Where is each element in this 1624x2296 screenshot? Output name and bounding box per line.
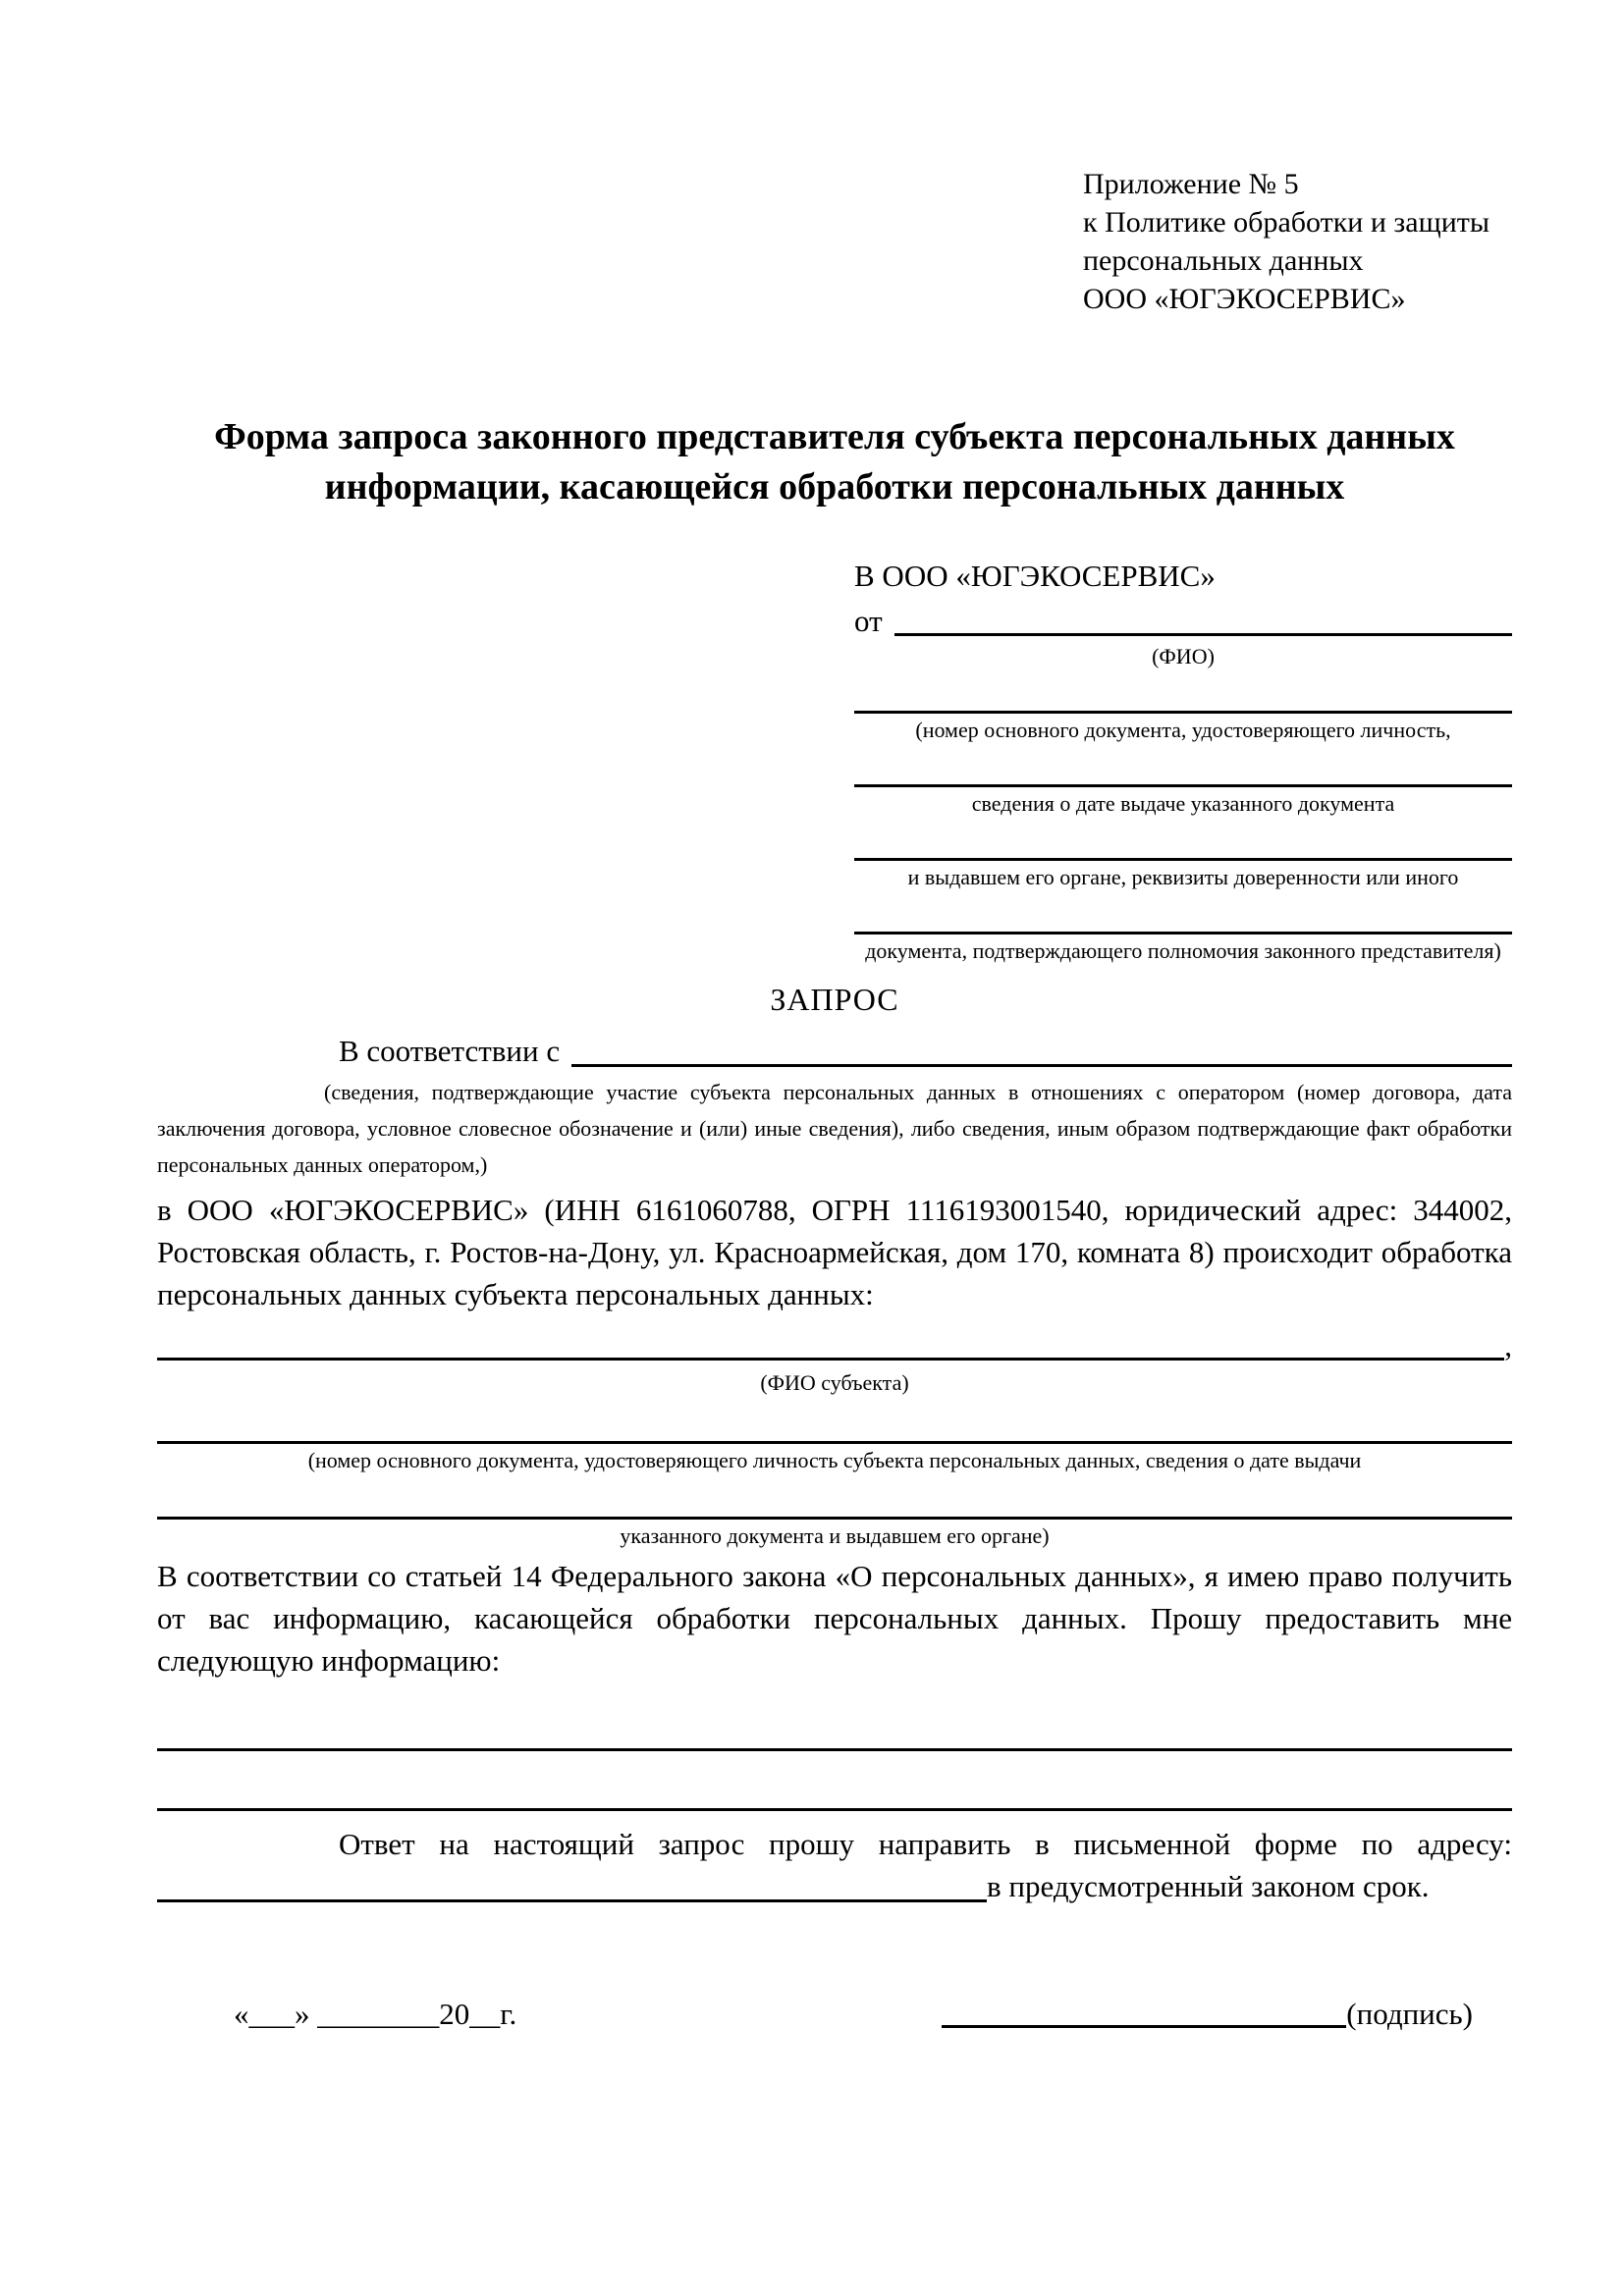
subject-doc-blank-line-1 xyxy=(157,1396,1512,1444)
reply-address-blank-line xyxy=(157,1865,987,1902)
representative-doc-field-3 xyxy=(854,817,1512,890)
fio-caption: (ФИО) xyxy=(1152,644,1215,668)
basis-row xyxy=(157,1031,1512,1072)
representative-doc-blank-line-4 xyxy=(854,890,1512,934)
reply-paragraph: Ответ на настоящий запрос прошу направить в письменной форме по адресу: xyxy=(339,1827,1512,1861)
representative-doc-caption-2: сведения о дате выдаче указанного документа xyxy=(971,791,1395,816)
representative-doc-blank-line-2 xyxy=(854,743,1512,787)
law-paragraph: В соответствии со статьей 14 Федерального закона «О персональных данных», я имею право получить от вас информацию, касающейся обработки персональных данных. Прошу предоставить мне следующую информацию: xyxy=(157,1559,1512,1678)
subject-fio-row xyxy=(157,1325,1512,1366)
basis-prefix: В соответствии с xyxy=(339,1034,561,1068)
subject-doc-blank-line-2 xyxy=(157,1473,1512,1520)
fio-blank-line xyxy=(894,603,1512,636)
form-title-line-2: информации, касающейся обработки персональных данных xyxy=(324,466,1345,507)
form-title xyxy=(157,412,1512,512)
signature-group xyxy=(942,1995,1473,2034)
subject-fio-comma: , xyxy=(1504,1328,1512,1362)
representative-doc-field-2 xyxy=(854,743,1512,817)
basis-note: (сведения, подтверждающие участие субъекта персональных данных в отношениях с оператором (номер договора, дата заключения договора, условное словесное обозначение и (или) иные сведения), либо сведения, иным образом подтверждающие факт обработки персональных данных оператором,) xyxy=(157,1080,1512,1177)
representative-doc-field-1 xyxy=(854,669,1512,743)
appendix-header-line-4: ООО «ЮГЭКОСЕРВИС» xyxy=(1083,283,1406,315)
appendix-header-line-3: персональных данных xyxy=(1083,244,1364,277)
date-line: «___» ________20__г. xyxy=(234,1997,517,2031)
representative-doc-field-4 xyxy=(854,890,1512,964)
representative-doc-caption-1: (номер основного документа, удостоверяющего личность, xyxy=(915,718,1451,742)
from-row xyxy=(854,603,1512,640)
representative-doc-blank-line-3 xyxy=(854,817,1512,861)
appendix-header-line-1: Приложение № 5 xyxy=(1083,168,1299,200)
appendix-header-line-2: к Политике обработки и защиты xyxy=(1083,206,1490,239)
operator-paragraph: в ООО «ЮГЭКОСЕРВИС» (ИНН 6161060788, ОГРН 1116193001540, юридический адрес: 344002, Ростовская область, г. Ростов-на-Дону, ул. Красноармейская, дом 170, комната 8) происходит обработка персональных данных субъекта персональных данных: xyxy=(157,1193,1512,1311)
form-title-line-1: Форма запроса законного представителя субъекта персональных данных xyxy=(214,416,1455,457)
signature-blank-line xyxy=(942,2025,1346,2028)
requested-info-blank-line-1 xyxy=(157,1682,1512,1751)
request-heading: ЗАПРОС xyxy=(770,982,899,1017)
representative-doc-blank-line-1 xyxy=(854,669,1512,714)
subject-fio-blank-line xyxy=(157,1325,1504,1361)
reply-tail: в предусмотренный законом срок. xyxy=(987,1869,1430,1903)
representative-doc-caption-4: документа, подтверждающего полномочия законного представителя) xyxy=(865,938,1501,963)
subject-fio-caption: (ФИО субъекта) xyxy=(760,1370,909,1395)
from-label: от xyxy=(854,604,883,638)
requested-info-blank-line-2 xyxy=(157,1751,1512,1811)
signature-caption: (подпись) xyxy=(1346,1997,1473,2031)
representative-doc-caption-3: и выдавшем его органе, реквизиты доверенности или иного xyxy=(907,865,1459,889)
addressee-to: В ООО «ЮГЭКОСЕРВИС» xyxy=(854,559,1216,593)
basis-blank-line xyxy=(571,1031,1512,1067)
subject-doc-caption-2: указанного документа и выдавшем его органе) xyxy=(620,1523,1050,1548)
footer-row xyxy=(157,1995,1512,2034)
reply-address-row xyxy=(157,1865,1512,1908)
appendix-header xyxy=(1083,165,1512,318)
subject-doc-caption-1: (номер основного документа, удостоверяющего личность субъекта персональных данных, сведения о дате выдачи xyxy=(307,1448,1362,1472)
addressee-block xyxy=(854,558,1512,964)
